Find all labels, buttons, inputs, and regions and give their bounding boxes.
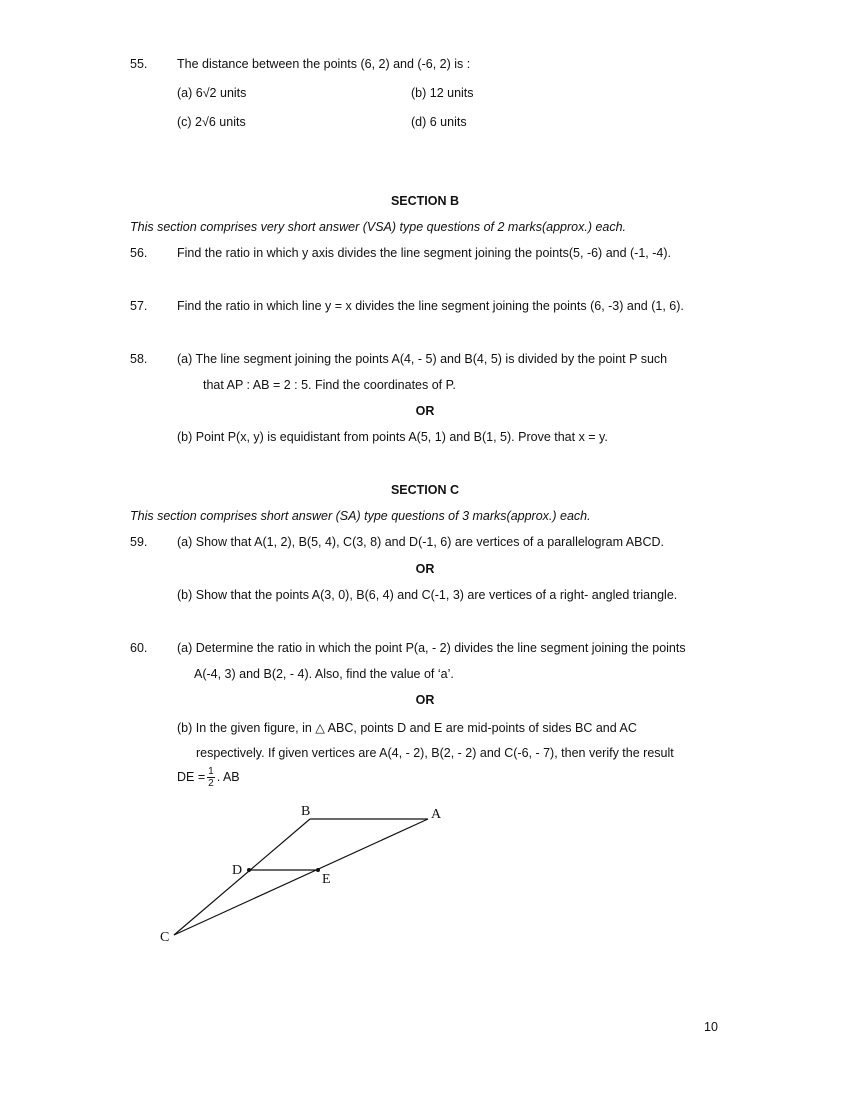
q55-option-c: (c) 2√6 units — [177, 115, 246, 129]
label-e: E — [322, 872, 331, 887]
formula-left: DE = — [177, 769, 206, 784]
q55-option-b: (b) 12 units — [411, 86, 474, 100]
q59-part-b: (b) Show that the points A(3, 0), B(6, 4) and C(-1, 3) are vertices of a right- angled triangle. — [177, 588, 678, 602]
q60-part-b-line2: respectively. If given vertices are A(4, - 2), B(2, - 2) and C(-6, - 7), then verify the result — [196, 746, 674, 760]
label-a: A — [431, 807, 442, 822]
page-number: 10 — [704, 1020, 718, 1034]
label-b: B — [301, 804, 311, 819]
q55-text: The distance between the points (6, 2) and (-6, 2) is : — [177, 57, 471, 71]
section-b-title: SECTION B — [390, 194, 460, 208]
q57-number: 57. — [130, 299, 148, 313]
label-c: C — [160, 930, 170, 945]
q56-number: 56. — [130, 246, 148, 260]
q56-text: Find the ratio in which y axis divides the line segment joining the points(5, -6) and (-1, -4). — [177, 246, 671, 260]
q58-part-a-line1: (a) The line segment joining the points A(4, - 5) and B(4, 5) is divided by the point P such — [177, 352, 668, 366]
q58-or: OR — [415, 404, 435, 418]
label-d: D — [232, 863, 243, 878]
fraction-numerator: 1 — [208, 766, 214, 777]
q60-number: 60. — [130, 641, 148, 655]
q58-part-b: (b) Point P(x, y) is equidistant from points A(5, 1) and B(1, 5). Prove that x = y. — [177, 430, 608, 444]
q55-option-d: (d) 6 units — [411, 115, 467, 129]
q60-or: OR — [415, 693, 435, 707]
q58-part-a-line2: that AP : AB = 2 : 5. Find the coordinates of P. — [203, 378, 456, 392]
formula-right: . AB — [216, 769, 240, 784]
q59-or: OR — [415, 562, 435, 576]
q58-number: 58. — [130, 352, 148, 366]
q60-part-b-line1: (b) In the given figure, in △ ABC, points D and E are mid-points of sides BC and AC — [177, 721, 637, 735]
fraction-denominator: 2 — [208, 778, 214, 789]
section-b-description: This section comprises very short answer (VSA) type questions of 2 marks(approx.) each. — [130, 220, 627, 234]
q60-part-a-line1: (a) Determine the ratio in which the point P(a, - 2) divides the line segment joining the points — [177, 641, 686, 655]
point-d — [247, 868, 251, 872]
q57-text: Find the ratio in which line y = x divides the line segment joining the points (6, -3) and (1, 6). — [177, 299, 684, 313]
q59-part-a: (a) Show that A(1, 2), B(5, 4), C(3, 8) and D(-1, 6) are vertices of a parallelogram ABCD. — [177, 535, 664, 549]
q60-part-a-line2: A(-4, 3) and B(2, - 4). Also, find the value of ‘a’. — [194, 667, 454, 681]
side-ac — [174, 819, 428, 935]
q55-option-a: (a) 6√2 units — [177, 86, 247, 100]
q59-number: 59. — [130, 535, 148, 549]
q55-number: 55. — [130, 57, 148, 71]
point-e — [316, 868, 320, 872]
section-c-description: This section comprises short answer (SA) type questions of 3 marks(approx.) each. — [130, 509, 591, 523]
section-c-title: SECTION C — [390, 483, 460, 497]
